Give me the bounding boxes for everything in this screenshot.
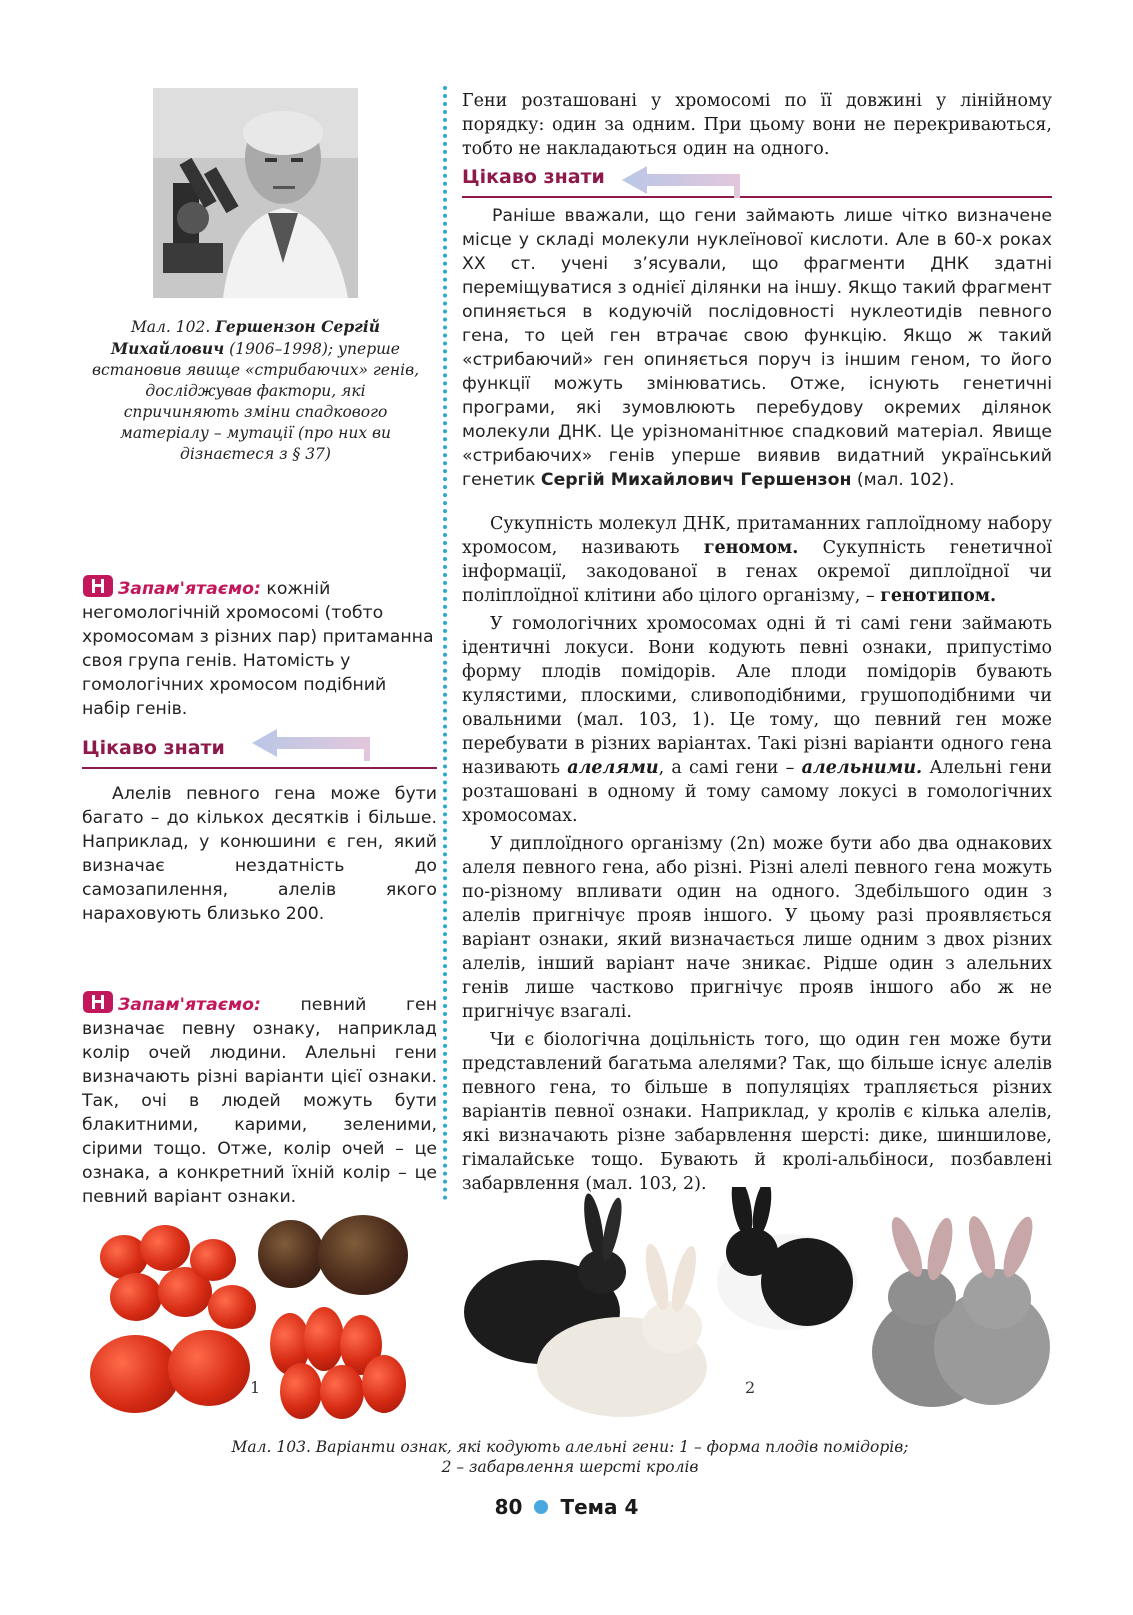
interesting-fact-scientist-name: Сергій Михайлович Гершензон bbox=[540, 470, 852, 490]
term-genome: геномом. bbox=[703, 538, 799, 558]
figure-103-caption bbox=[120, 1437, 1020, 1477]
right-intro-paragraph: Гени розташовані у хромосомі по її довжині у лінійному порядку: один за одним. При цьому вони не перекриваються, тобто не накладаються один на одного. bbox=[462, 91, 1052, 159]
remember-text: певний ген визначає певну ознаку, наприклад колір очей людини. Алельні гени визначають різні варіанти цієї ознаки. Так, очі в людей можуть бути блакитними, карими, зеленими, сірими тощо. Отже, колір очей – це ознака, а конкретний їхній колір – це певний варіант ознаки. bbox=[82, 995, 437, 1207]
figure-102-caption bbox=[88, 316, 423, 465]
main-text bbox=[462, 512, 1052, 1200]
remember-icon bbox=[82, 990, 114, 1014]
interesting-fact-rule bbox=[82, 767, 437, 769]
page-number: 80 bbox=[494, 1495, 523, 1519]
remember-icon bbox=[82, 574, 114, 598]
rabbits-image bbox=[462, 1187, 1062, 1427]
paragraph-genome bbox=[462, 512, 1052, 608]
figure-103-label-1: 1 bbox=[250, 1378, 261, 1397]
figure-103-label-2: 2 bbox=[745, 1378, 756, 1397]
paragraph-biological-sense: Чи є біологічна доцільність того, що один ген може бути представлений багатьма алелями? Так, що більше існує алелів певного гена, то більше в популяціях трапляється різних варіантів певної ознаки. Наприклад, у кролів є кілька алелів, які визначають різне забарвлення шерсті: дике, шиншилове, гімалайське тощо. Бувають й кролі-альбіноси, позбавлені забарвлення (мал. 103, 2). bbox=[462, 1030, 1052, 1194]
figure-103 bbox=[90, 1215, 1060, 1430]
interesting-fact-title: Цікаво знати bbox=[82, 737, 225, 759]
paragraph-text: Сукупність молекул ДНК, притаманних гаплоїдному набору хромосом, називають bbox=[462, 514, 1052, 558]
interesting-fact-header-right bbox=[462, 166, 1052, 198]
remember-text: кожній негомологічній хромосомі (тобто хромосомам з різних пар) притаманна своя група генів. Натомість у гомологічних хромосом подібний набір генів. bbox=[82, 579, 434, 719]
interesting-fact-title: Цікаво знати bbox=[462, 166, 605, 188]
term-alleles: алелями bbox=[567, 758, 659, 778]
scientist-photo bbox=[153, 88, 358, 298]
arrow-decoration-icon bbox=[622, 158, 752, 198]
paragraph-diploid: У диплоїдного організму (2n) може бути або два однакових алеля певного гена, або різні. Різні алелі певного гена можуть по-різному впливати один на одного. Здебільшого один з алелів пригнічує прояв іншого. У цьому разі проявляється варіант ознаки, який визначається лише одним з двох різних алелів, інший варіант наче зникає. Рідше один з алельних генів лише частково пригнічує прояв іншого або ж не пригнічує взагалі. bbox=[462, 834, 1052, 1022]
page-footer bbox=[0, 1495, 1133, 1519]
figure-102-name: Гершензон Сергій Михайлович bbox=[111, 317, 381, 358]
column-divider bbox=[443, 86, 447, 1201]
paragraph-text: Алельні гени розташовані в одному й тому самому локусі в гомологічних хромосомах. bbox=[462, 758, 1052, 826]
interesting-fact-body: Раніше вважали, що гени займають лише чітко визначене місце у складі молекули нуклеїнової кислоти. Але в 60-х роках XX ст. учені з’ясували, що фрагменти ДНК здатні переміщуватися з однієї ділянки на іншу. Якщо такий фрагмент опиняється в кодуючій послідовності нуклеотидів певного гена, то цей ген втрачає свою функцію. Якщо ж такий «стрибаючий» ген опиняється поруч із іншим геном, то його функції можуть змінюватись. Отже, існують генетичні програми, які зумовлюють перебудову окремих ділянок молекули ДНК. Це урізноманітнює спадковий матеріал. Явище «стрибаючих» генів уперше виявив видатний український генетик bbox=[462, 206, 1052, 490]
figure-102-description: (1906–1998); уперше встановив явище «стрибаючих» генів, досліджував фактори, які спричиняють зміни спадкового матеріалу – мутації (про них ви дізнаєтеся з § 37) bbox=[91, 340, 420, 463]
interesting-fact-reference: (мал. 102). bbox=[856, 470, 955, 490]
figure-102-number: Мал. 102. bbox=[130, 318, 211, 336]
remember-box-2 bbox=[82, 990, 437, 1209]
interesting-fact-text-left: Алелів певного гена може бути багато – до кількох десятків і більше. Наприклад, у конюшини є ген, який визначає нездатність до самозапилення, алелів якого нараховують близько 200. bbox=[82, 784, 437, 924]
term-genotype: генотипом. bbox=[880, 586, 997, 606]
interesting-fact-text-right bbox=[462, 204, 1052, 492]
interesting-fact-header-left bbox=[82, 737, 437, 769]
gray-rabbits-icon bbox=[872, 1213, 1050, 1407]
term-allelic: алельними. bbox=[801, 758, 923, 778]
interesting-fact-rule bbox=[462, 196, 1052, 198]
figure-103-caption-line-1: Мал. 103. Варіанти ознак, які кодують алельні гени: 1 – форма плодів помідорів; bbox=[231, 1438, 909, 1456]
figure-103-caption-line-2: 2 – забарвлення шерсті кролів bbox=[441, 1458, 699, 1476]
paragraph-text: , а самі гени – bbox=[658, 758, 795, 778]
remember-box-1 bbox=[82, 574, 437, 721]
footer-dot-icon bbox=[534, 1500, 548, 1514]
paragraph-text: Сукупність генетичної інформації, закодованої в генах окремої диплоїдної чи поліплоїдної клітини або цілого організму, – bbox=[462, 538, 1052, 606]
arrow-decoration-icon bbox=[252, 721, 382, 761]
paragraph-alleles bbox=[462, 612, 1052, 828]
paragraph-text: У гомологічних хромосомах одні й ті самі гени займають ідентичні локуси. Вони кодують певні ознаки, припустімо форму плодів помідорів. Але плоди помідорів бувають кулястими, плоскими, сливоподібними, грушоподібними чи овальними (мал. 103, 1). Це тому, що певний ген може перебувати в різних варіантах. Такі різні варіанти одного гена називають bbox=[462, 614, 1052, 778]
dutch-rabbit-icon bbox=[717, 1187, 857, 1330]
remember-label: Запам'ятаємо: bbox=[118, 579, 261, 599]
topic-label: Тема 4 bbox=[560, 1495, 639, 1519]
scientist-portrait-icon bbox=[153, 88, 358, 298]
remember-label: Запам'ятаємо: bbox=[118, 995, 261, 1015]
